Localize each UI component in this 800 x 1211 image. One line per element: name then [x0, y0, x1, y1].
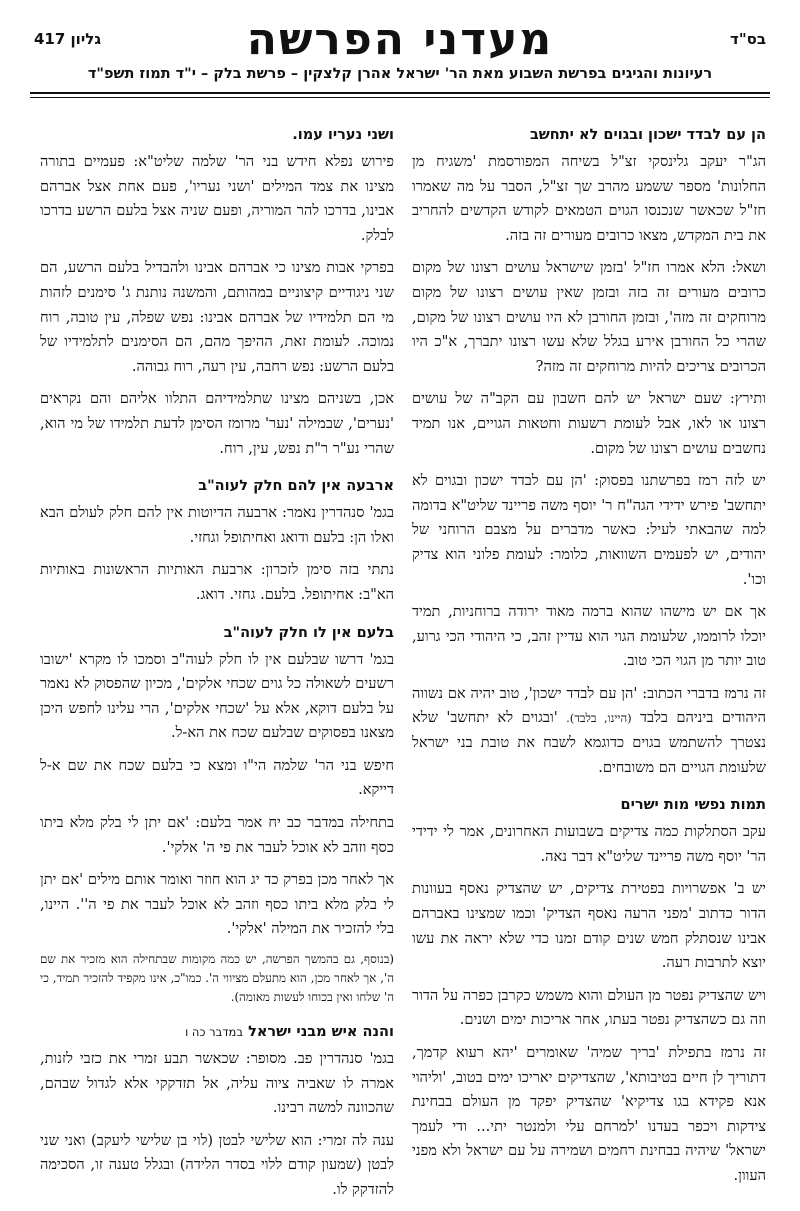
paragraph: בגמ' דרשו שבלעם אין לו חלק לעוה"ב וסמכו לו מקרא 'ישובו רשעים לשאולה כל גוים שכחי אלקים', מכיון שהפסוק לא נאמר על בלעם דוקא, אלא על 'שכחי אלקים', הרי עלינו לחפש היכן מצאנו בפסוקים שבלעם שכח את הא-ל. [40, 650, 394, 742]
newsletter-title: מעדני הפרשה [246, 14, 554, 65]
paragraph: ויש שהצדיק נפטר מן העולם והוא משמש כקרבן כפרה על הדור וזה גם כשהצדיק נפטר בעתו, אחר אריכות ימים ושנים. [412, 986, 766, 1029]
section-heading: ארבעה אין להם חלק לעוה"ב [198, 478, 394, 495]
section-heading: תמות נפשי מות ישרים [620, 797, 766, 814]
paragraph: ושאל: הלא אמרו חז"ל 'בזמן שישראל עושים רצונו של מקום כרובים מעורים זה בזה ובזמן שאין עושים רצונו של מקום מרוחקים זה מזה', ובזמן החורבן לא היו עושים רצונו של מקום, שהרי כל החורבן אירע בגלל שלא עשו רצונו יתברך, א"כ היו הכרובים צריכים להיות מרוחקים זה מזה? [412, 259, 766, 375]
paragraph: יש לזה רמז בפרשתנו בפסוק: 'הן עם לבדד ישכון ובגוים לא יתחשב' פירש ידידי הגה"ח ר' יוסף משה פריינד שליט"א בדומה למה שהבאתי לעיל: כאשר מדברים על מצבם הרוחני של יהודים, יש לפעמים השוואות, כלומר: לעומת פלוני הוא צדיק וכו'. [412, 472, 766, 588]
section-heading: הן עם לבדד ישכון ובגוים לא יתחשב [529, 127, 766, 143]
source-reference: במדבר כה ו [185, 1025, 243, 1040]
section-heading: ושני נעריו עמו. [292, 127, 394, 143]
paragraph: עקב הסתלקות כמה צדיקים בשבועות האחרונים, אמר לי ידידי הר' יוסף משה פריינד שליט"א דבר נאה. [412, 823, 766, 865]
section-heading [40, 1021, 394, 1043]
paragraph [412, 682, 766, 780]
section-heading: בלעם אין לו חלק לעוה"ב [223, 624, 394, 641]
besd-mark: בס"ד [730, 30, 766, 48]
paragraph: בגמ' סנהדרין נאמר: ארבעה הדיוטות אין להם חלק לעולם הבא ואלו הן: בלעם ודואג ואחיתופל וגחזי. [40, 504, 394, 546]
paragraph: ענה לה זמרי: הוא שלישי לבטן (לוי בן שלישי ליעקב) ואני שני לבטן (שמעון קודם ללוי בסדר הלידה) ובגלל טענה זו, הסכימה להזדקק לו. [40, 1131, 394, 1198]
paragraph: חיפש בני הר' שלמה הי"ו ומצא כי בלעם שכח את שם א-ל דייקא. [40, 756, 394, 799]
paragraph: הג"ר יעקב גלינסקי זצ"ל בשיחה המפורסמת 'משגיח מן החלונות' מספר ששמע מהרב שך זצ"ל, הסבר על מה שאמרו חז"ל שכאשר שנכנסו הגוים הטמאים לקודש הקדשים להחריב את בית המקדש, מצאו כרובים מעורים זה בזה. [412, 153, 766, 244]
paragraph-text: זה נרמז בדברי הכתוב: 'הן עם לבדד ישכון', טוב יהיה אם נשווה היהודים ביניהם בלבד [412, 684, 766, 727]
paragraph: ותירץ: שעם ישראל יש להם חשבון עם הקב"ה של עושים רצונו או לאו, אבל לעומת רשעות וחטאות הגויים, אנו תמיד נחשבים עושים רצונו של מקום. [412, 390, 766, 457]
newsletter-subtitle: רעיונות והגיגים בפרשת השבוע מאת הר' ישראל אהרן קלצקין – פרשת בלק – י"ד תמוז תשפ"ד [87, 66, 713, 82]
right-column [412, 124, 766, 1197]
paragraph: אכן, בשניהם מצינו שתלמידיהם התלוו אליהם והם נקראים 'נערים', שבמילה 'נער' מרומז הסימן לדעת תלמידו של מי הוא, שהרי נע"ר ר"ת נפש, עין, רוח. [40, 390, 394, 457]
paragraph: יש ב' אפשרויות בפטירת צדיקים, יש שהצדיק נאסף בעוונות הדור כדתוב 'מפני הרעה נאסף הצדיק' וכמו שמצינו באברהם אבינו שנסתלק חמש שנים קודם זמנו כדי שלא יראה את עשו יוצא לתרבות רעה. [412, 880, 766, 972]
paragraph: אך לאחר מכן בפרק כד יג הוא חוזר ואומר אותם מילים 'אם יתן לי בלק מלא ביתו כסף וזהב לא אוכל לעבר את פי ה''. היינו, בלי להזכיר את המילה 'אלקי'. [40, 871, 394, 938]
issue-number: גליון 417 [34, 30, 102, 48]
page-header [30, 14, 770, 64]
header-rule-thin [30, 97, 770, 98]
header-rule-thick [30, 92, 770, 94]
footnote-paragraph: (בנוסף, גם בהמשך הפרשה, יש כמה מקומות שבתחילה הוא מזכיר את שם ה', אך לאחר מכן, הוא מתעלם מציווי ה'. כמו"כ, אינו מקפיד להזכיר תמיד, כי ה' שלחו ואין בכוחו לעשות מאומה). [40, 952, 394, 1005]
paragraph: בגמ' סנהדרין פב. מסופר: שכאשר תבע זמרי את כזבי לזנות, אמרה לו שאביה ציוה עליה, אל תזדקקי אלא לגדול שבהם, שהכוונה למשה רבינו. [40, 1050, 394, 1117]
paragraph: בתחילה במדבר כב יח אמר בלעם: 'אם יתן לי בלק מלא ביתו כסף וזהב לא אוכל לעבר את פי ה' אלקי'. [40, 814, 394, 856]
paragraph: אך אם יש מישהו שהוא ברמה מאוד ירודה ברוחניות, תמיד יוכלו לרוממו, שלעומת הגוי הוא עדיין זהב, כי היהודי הכי גרוע, טוב יותר מן הגוי הכי טוב. [412, 603, 766, 670]
paragraph: פירוש נפלא חידש בני הר' שלמה שליט"א: פעמיים בתורה מצינו את צמד המילים 'ושני נעריו', פעם אחת אצל אברהם אבינו, בדרכו להר המוריה, ופעם שניה אצל בלעם הרשע בדרכו לבלק. [40, 153, 394, 244]
section-heading-text: והנה איש מבני ישראל [248, 1024, 394, 1041]
paragraph-text: 'ובגוים לא יתחשב' שלא נצטרך להשתמש בגוים כדוגמא לשבח את טובת בני ישראל שלעומת הגויים הם משובחים. [412, 709, 766, 776]
paragraph-note: (היינו, בלבד). [566, 711, 632, 726]
paragraph: זה נרמז בתפילת 'בריך שמיה' שאומרים 'יהא רעוא קדמך, דתוריך לן חיים בטיבותא', שהצדיקים יאריכו ימים בטוב, 'וליהוי אנא פקידא בגו צדיקיא' שהצדיק יפקד מן העולם בבחינת צידקות ויכפר בעדנו 'למרחם עלי ולמנטר יתי... ודי לעמך ישראל' שיהיה בבחינת רחמים ושמירה על עם ישראל ולא מפני העוון. [412, 1044, 766, 1184]
paragraph: בפרקי אבות מצינו כי אברהם אבינו ולהבדיל בלעם הרשע, הם שני ניגודיים קיצוניים במהותם, והמשנה נותנת ג' סימנים לזהות מי הם תלמידיו של אברהם אבינו: נפש שפלה, עין טובה, רוח נמוכה. לעומת זאת, ההיפך מהם, הם הסימנים לתלמידיו של בלעם הרשע: נפש רחבה, עין רעה, רוח גבוהה. [40, 259, 394, 375]
paragraph: נתתי בזה סימן לזכרון: ארבעת האותיות הראשונות באותיות הא"ב: אחיתופל. בלעם. גחזי. דואג. [40, 561, 394, 603]
left-column [40, 124, 394, 1211]
